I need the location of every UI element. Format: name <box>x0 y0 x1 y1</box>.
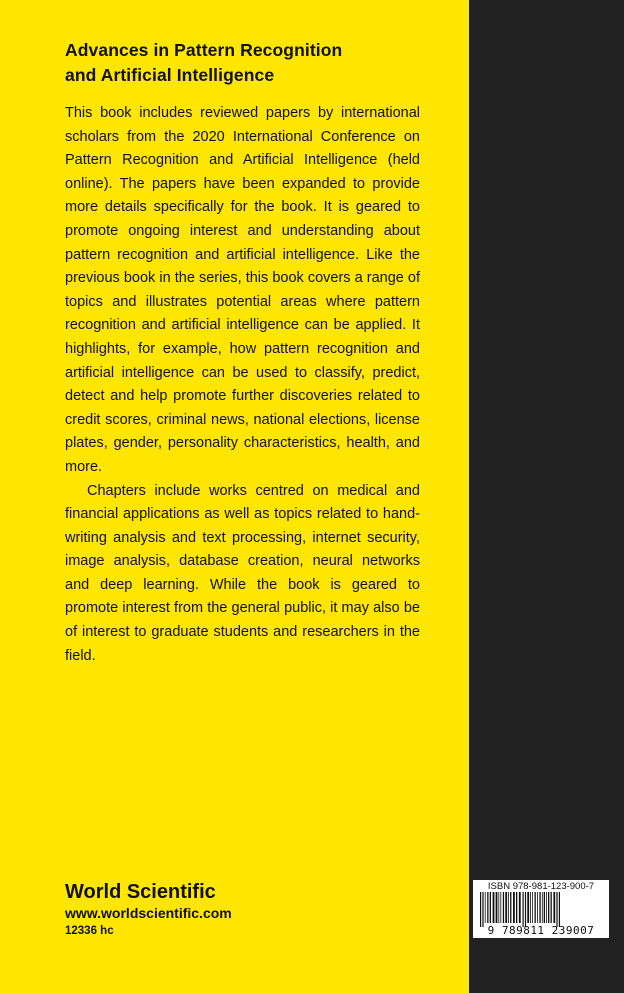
book-title-line-1: Advances in Pattern Recognition <box>65 40 343 60</box>
barcode-bar <box>508 892 509 923</box>
barcode-bar <box>480 892 481 927</box>
barcode-bar <box>537 892 538 923</box>
barcode-bar <box>510 892 511 923</box>
publisher-website: www.worldscientific.com <box>65 905 232 921</box>
barcode-bar <box>503 892 504 923</box>
barcode-bar <box>482 892 483 927</box>
barcode-bar <box>530 892 531 923</box>
description-paragraph-1: This book includes reviewed papers by international scholars from the 2020 International Conference on Pattern Recognition and Artificial Intelligence (held online). The papers have been expanded to provide more details specifically for the book. It is geared to promote ongoing interest and understanding about pattern recognition and artificial intelligence. Like the previous book in the series, this book covers a range of topics and illustrates potential areas where pattern recognition and artificial intelligence can be applied. It highlights, for example, how pattern recognition and artificial intelligence can be used to classify, predict, detect and help promote further discoveries related to credit scores, criminal news, national elections, license plates, gender, personality characteristics, health, and more. <box>65 105 420 475</box>
book-title-line-2: and Artificial Intelligence <box>65 65 275 85</box>
book-description <box>65 102 420 668</box>
description-paragraph-2: Chapters include works centred on medical and financial applications as well as topics related to hand-writing analysis and text processing, internet security, image analysis, database creation, neural networks and deep learning. While the book is geared to promote interest from the general public, it may also be of interest to graduate students and researchers in the field. <box>65 482 420 664</box>
barcode-bar <box>527 892 529 923</box>
catalog-code: 12336 hc <box>65 925 114 937</box>
barcode-bar <box>559 892 560 927</box>
barcode-bar <box>551 892 552 923</box>
barcode-bar <box>519 892 521 923</box>
barcode-bar <box>490 892 491 923</box>
publisher-name: World Scientific <box>65 881 216 903</box>
barcode-bar <box>505 892 507 923</box>
isbn-label: ISBN 978-981-123-900-7 <box>487 881 595 892</box>
barcode-bar <box>487 892 488 923</box>
barcode-bar <box>542 892 543 923</box>
barcode-bar <box>553 892 555 923</box>
barcode-bar <box>525 892 526 927</box>
barcode-bar <box>513 892 515 923</box>
barcode-bar <box>539 892 540 923</box>
barcode-bar <box>500 892 501 923</box>
barcode-bar <box>548 892 549 923</box>
barcode-bar <box>485 892 486 923</box>
barcode-bar <box>544 892 545 923</box>
barcode-bar <box>523 892 524 927</box>
barcode-bar <box>498 892 499 923</box>
barcode-bar <box>556 892 557 927</box>
barcode-bar <box>535 892 536 923</box>
book-title <box>65 38 435 88</box>
barcode-digits: 9 789811 239007 <box>487 924 595 937</box>
spine-panel <box>469 0 624 993</box>
barcode-bar <box>546 892 547 923</box>
publisher-block <box>65 880 325 940</box>
barcode-bar <box>516 892 517 923</box>
barcode-bar <box>493 892 495 923</box>
barcode-bar <box>496 892 498 923</box>
barcode-bar <box>532 892 533 923</box>
isbn-barcode <box>473 880 609 938</box>
